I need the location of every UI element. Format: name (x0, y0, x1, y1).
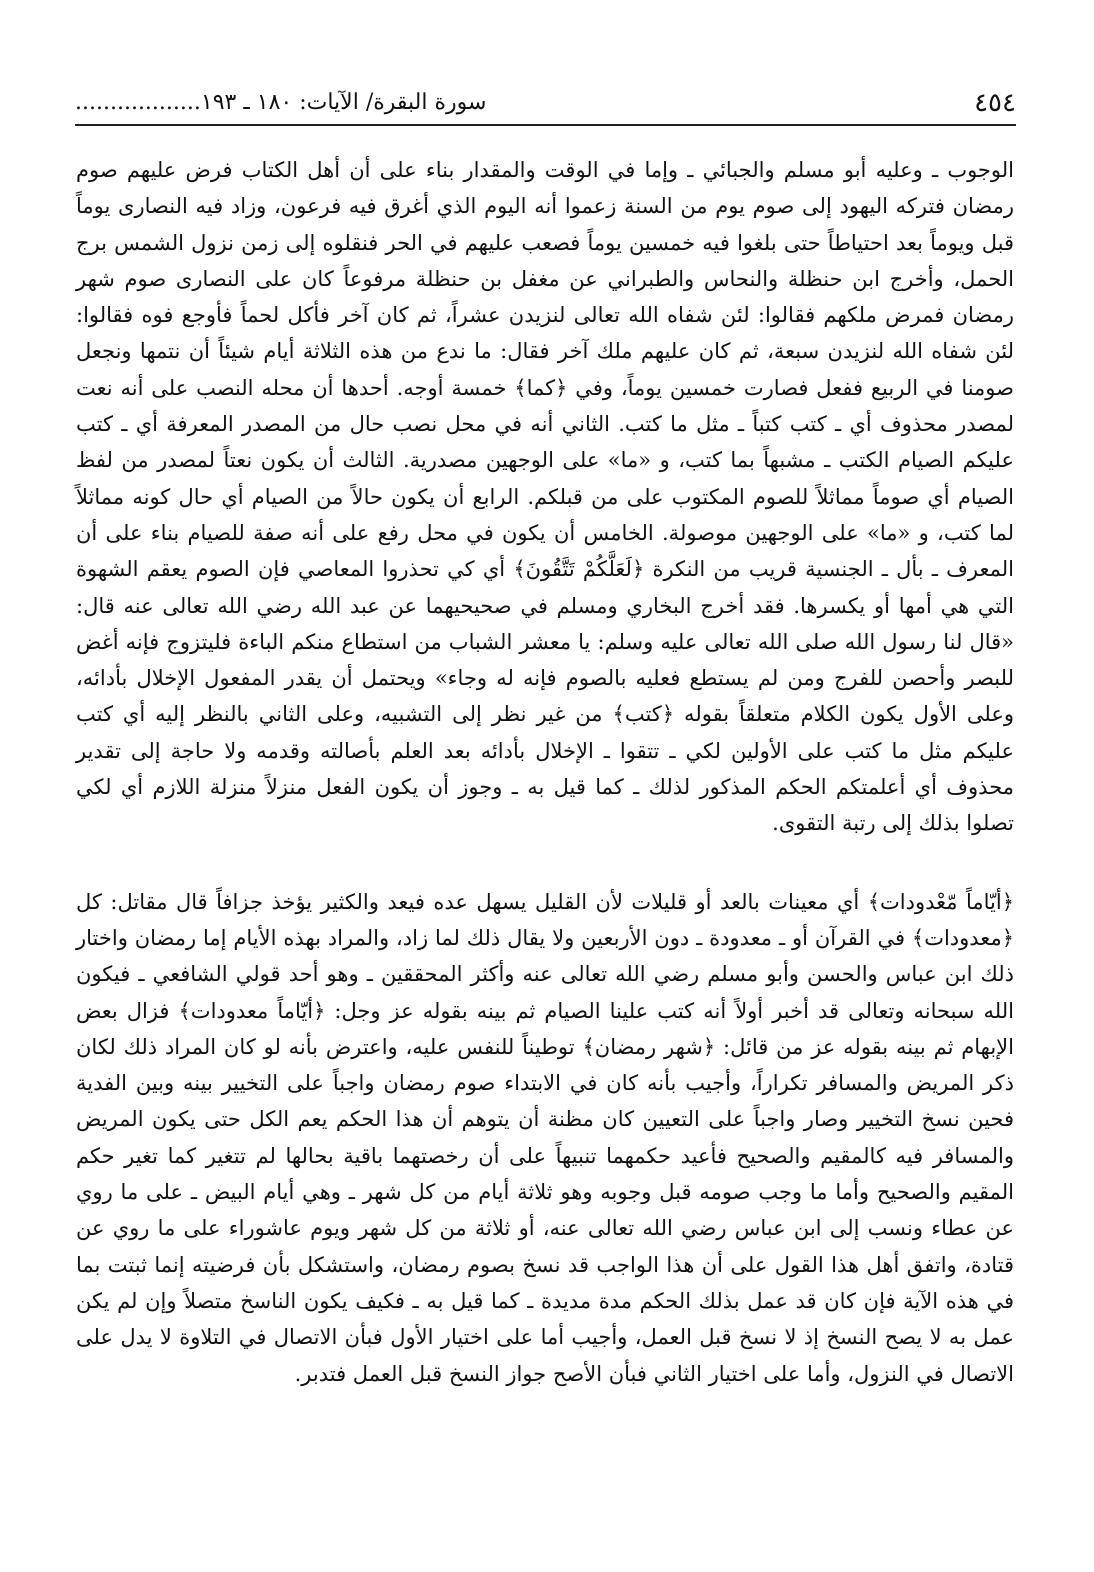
running-head (75, 88, 974, 118)
paragraph-2: ﴿أيّاماً مّعْدودات﴾ أي معينات بالعد أو قليلات لأن القليل يسهل عده فيعد والكثير يؤخذ جزافاً قال مقاتل: كل ﴿معدودات﴾ في القرآن أو ـ معدودة ـ دون الأربعين ولا يقال ذلك لما زاد، والمراد بهذه الأيام إما رمضان واختار ذلك ابن عباس والحسن وأبو مسلم رضي الله تعالى عنه وأكثر المحققين ـ وهو أحد قولي الشافعي ـ فيكون الله سبحانه وتعالى قد أخبر أولاً أنه كتب علينا الصيام ثم بينه بقوله عز وجل: ﴿أيّاماً معدودات﴾ فزال بعض الإبهام ثم بينه بقوله عز من قائل: ﴿شهر رمضان﴾ توطيناً للنفس عليه، واعترض بأنه لو كان المراد ذلك لكان ذكر المريض والمسافر تكراراً، وأجيب بأنه كان في الابتداء صوم رمضان واجباً على التخيير بينه وبين الفدية فحين نسخ التخيير وصار واجباً على التعيين كان مظنة أن يتوهم أن هذا الحكم يعم الكل حتى يكون المريض والمسافر فيه كالمقيم والصحيح فأعيد حكمهما تنبيهاً على أن رخصتهما باقية بحالها لم تتغير كما تغير حكم المقيم والصحيح وأما ما وجب صومه قبل وجوبه وهو ثلاثة أيام من كل شهر ـ وهي أيام البيض ـ على ما روي عن عطاء ونسب إلى ابن عباس رضي الله تعالى عنه، أو ثلاثة من كل شهر ويوم عاشوراء على ما روي عن قتادة، واتفق أهل هذا القول على أن هذا الواجب قد نسخ بصوم رمضان، واستشكل بأن فرضيته إنما ثبتت بما في هذه الآية فإن كان قد عمل بذلك الحكم مدة مديدة ـ كما قيل به ـ فكيف يكون الناسخ متصلاً وإن لم يكن عمل به لا يصح النسخ إذ لا نسخ قبل العمل، وأجيب أما على اختيار الأول فبأن الاتصال في التلاوة لا يدل على الاتصال في النزول، وأما على اختيار الثاني فبأن الأصح جواز النسخ قبل العمل فتدبر. (76, 889, 1015, 1386)
body-text (76, 152, 1014, 1392)
paragraph-1: الوجوب ـ وعليه أبو مسلم والجبائي ـ وإما في الوقت والمقدار بناء على أن أهل الكتاب فرض عليهم صوم رمضان فتركه اليهود إلى صوم يوم من السنة زعموا أنه اليوم الذي أغرق فيه فرعون، وزاد فيه النصارى يوماً قبل ويوماً بعد احتياطاً حتى بلغوا فيه خمسين يوماً فصعب عليهم في الحر فنقلوه إلى زمن نزول الشمس برج الحمل، وأخرج ابن حنظلة والنحاس والطبراني عن مغفل بن حنظلة مرفوعاً كان على النصارى صوم شهر رمضان فمرض ملكهم فقالوا: لئن شفاه الله تعالى لنزيدن عشراً، ثم كان آخر فأكل لحماً فأوجع فوه فقالوا: لئن شفاه الله لنزيدن سبعة، ثم كان عليهم ملك آخر فقال: ما ندع من هذه الثلاثة أيام شيئاً أن نتمها ونجعل صومنا في الربيع ففعل فصارت خمسين يوماً، وفي ﴿كما﴾ خمسة أوجه. أحدها أن محله النصب على أنه نعت لمصدر محذوف أي ـ كتب كتباً ـ مثل ما كتب. الثاني أنه في محل نصب حال من المصدر المعرفة أي ـ كتب عليكم الصيام الكتب ـ مشبهاً بما كتب، و «ما» على الوجهين مصدرية. الثالث أن يكون نعتاً لمصدر من لفظ الصيام أي صوماً مماثلاً للصوم المكتوب على من قبلكم. الرابع أن يكون حالاً من الصيام أي حال كونه مماثلاً لما كتب، و «ما» على الوجهين موصولة. الخامس أن يكون في محل رفع على أنه صفة للصيام بناء على أن المعرف ـ بأل ـ الجنسية قريب من النكرة ﴿لَعَلَّكُمْ تَتَّقُونَ﴾ أي كي تحذروا المعاصي فإن الصوم يعقم الشهوة التي هي أمها أو يكسرها. فقد أخرج البخاري ومسلم في صحيحيهما عن عبد الله رضي الله تعالى عنه قال: «قال لنا رسول الله صلى الله تعالى عليه وسلم: يا معشر الشباب من استطاع منكم الباءة فليتزوج فإنه أغض للبصر وأحصن للفرج ومن لم يستطع فعليه بالصوم فإنه له وجاء» ويحتمل أن يقدر المفعول الإخلال بأدائه، وعلى الأول يكون الكلام متعلقاً بقوله ﴿كتب﴾ من غير نظر إلى التشبيه، وعلى الثاني بالنظر إليه أي كتب عليكم مثل ما كتب على الأولين لكي ـ تتقوا ـ الإخلال بأدائه بعد العلم بأصالته وقدمه ولا حاجة إلى تقدير محذوف أي أعلمتكم الحكم المذكور لذلك ـ كما قيل به ـ وجوز أن يكون الفعل منزلاً منزلة اللازم أي لكي تصلوا بذلك إلى رتبة التقوى. (76, 158, 1014, 836)
leader-dots: .................. (75, 90, 201, 115)
page-number: ٤٥٤ (974, 88, 1016, 118)
page-header (75, 82, 1016, 126)
running-head-title: سورة البقرة/ الآيات: ١٨٠ ـ ١٩٣ (200, 90, 487, 115)
